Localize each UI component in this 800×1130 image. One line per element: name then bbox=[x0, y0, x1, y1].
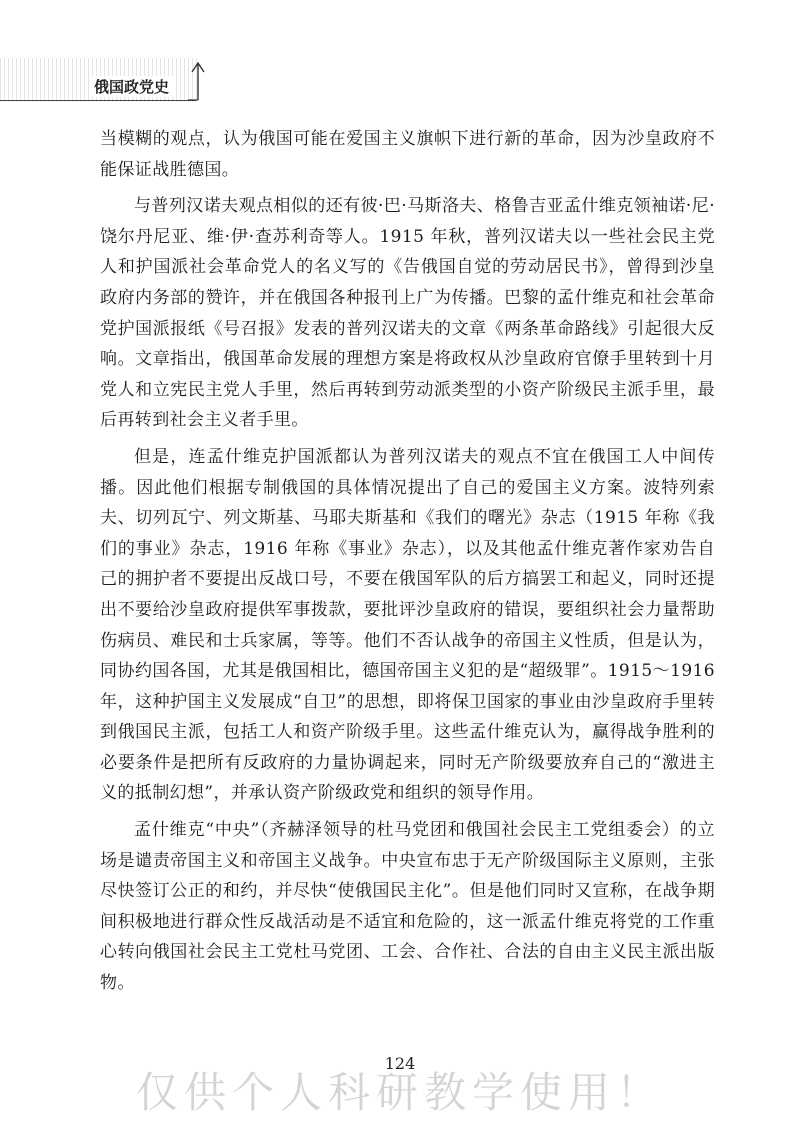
header-rule bbox=[0, 100, 196, 101]
paragraph: 当模糊的观点，认为俄国可能在爱国主义旗帜下进行新的革命，因为沙皇政府不能保证战胜德国。 bbox=[100, 129, 715, 180]
watermark: 仅供个人科研教学使用！ bbox=[135, 1068, 664, 1117]
up-arrow-icon bbox=[186, 60, 210, 102]
paragraph: 但是，连孟什维克护国派都认为普列汉诺夫的观点不宜在俄国工人中间传播。因此他们根据专制俄国的具体情况提出了自己的爱国主义方案。波特列索夫、切列瓦宁、列文斯基、马耶夫斯基和《我们的曙光》杂志（1915 年称《我们的事业》杂志，1916 年称《事业》杂志），以及其他孟什维克著作家劝告自己的拥护者不要提出反战口号，不要在俄国军队的后方搞罢工和起义，同时还提出不要给沙皇政府提供军事拨款，要批评沙皇政府的错误，要组织社会力量帮助伤病员、难民和士兵家属，等等。他们不否认战争的帝国主义性质，但是认为，同协约国各国，尤其是俄国相比，德国帝国主义犯的是“超级罪”。1915～1916 年，这种护国主义发展成“自卫”的思想，即将保卫国家的事业由沙皇政府手里转到俄国民主派，包括工人和资产阶级手里。这些孟什维克认为，赢得战争胜利的必要条件是把所有反政府的力量协调起来，同时无产阶级要放弃自己的“激进主义的抵制幻想”，并承认资产阶级政党和组织的领导作用。 bbox=[100, 446, 715, 804]
paragraph: 孟什维克“中央”（齐赫泽领导的杜马党团和俄国社会民主工党组委会）的立场是谴责帝国主义和帝国主义战争。中央宣布忠于无产阶级国际主义原则，主张尽快签订公正的和约，并尽快“使俄国民主化”。但是他们同时又宣称，在战争期间积极地进行群众性反战活动是不适宜和危险的，这一派孟什维克将党的工作重心转向俄国社会民主工党杜马党团、工会、合作社、合法的自由主义民主派出版物。 bbox=[100, 820, 715, 994]
page-body bbox=[100, 124, 715, 999]
page-number: 124 bbox=[384, 1054, 416, 1073]
running-title: 俄国政党史 bbox=[90, 76, 173, 97]
paragraph: 与普列汉诺夫观点相似的还有彼·巴·马斯洛夫、格鲁吉亚孟什维克领袖诺·尼·饶尔丹尼亚、维·伊·查苏利奇等人。1915 年秋，普列汉诺夫以一些社会民主党人和护国派社会革命党人的名义写的《告俄国自觉的劳动居民书》，曾得到沙皇政府内务部的赞许，并在俄国各种报刊上广为传播。巴黎的孟什维克和社会革命党护国派报纸《号召报》发表的普列汉诺夫的文章《两条革命路线》引起很大反响。文章指出，俄国革命发展的理想方案是将政权从沙皇政府官僚手里转到十月党人和立宪民主党人手里，然后再转到劳动派类型的小资产阶级民主派手里，最后再转到社会主义者手里。 bbox=[100, 196, 715, 431]
